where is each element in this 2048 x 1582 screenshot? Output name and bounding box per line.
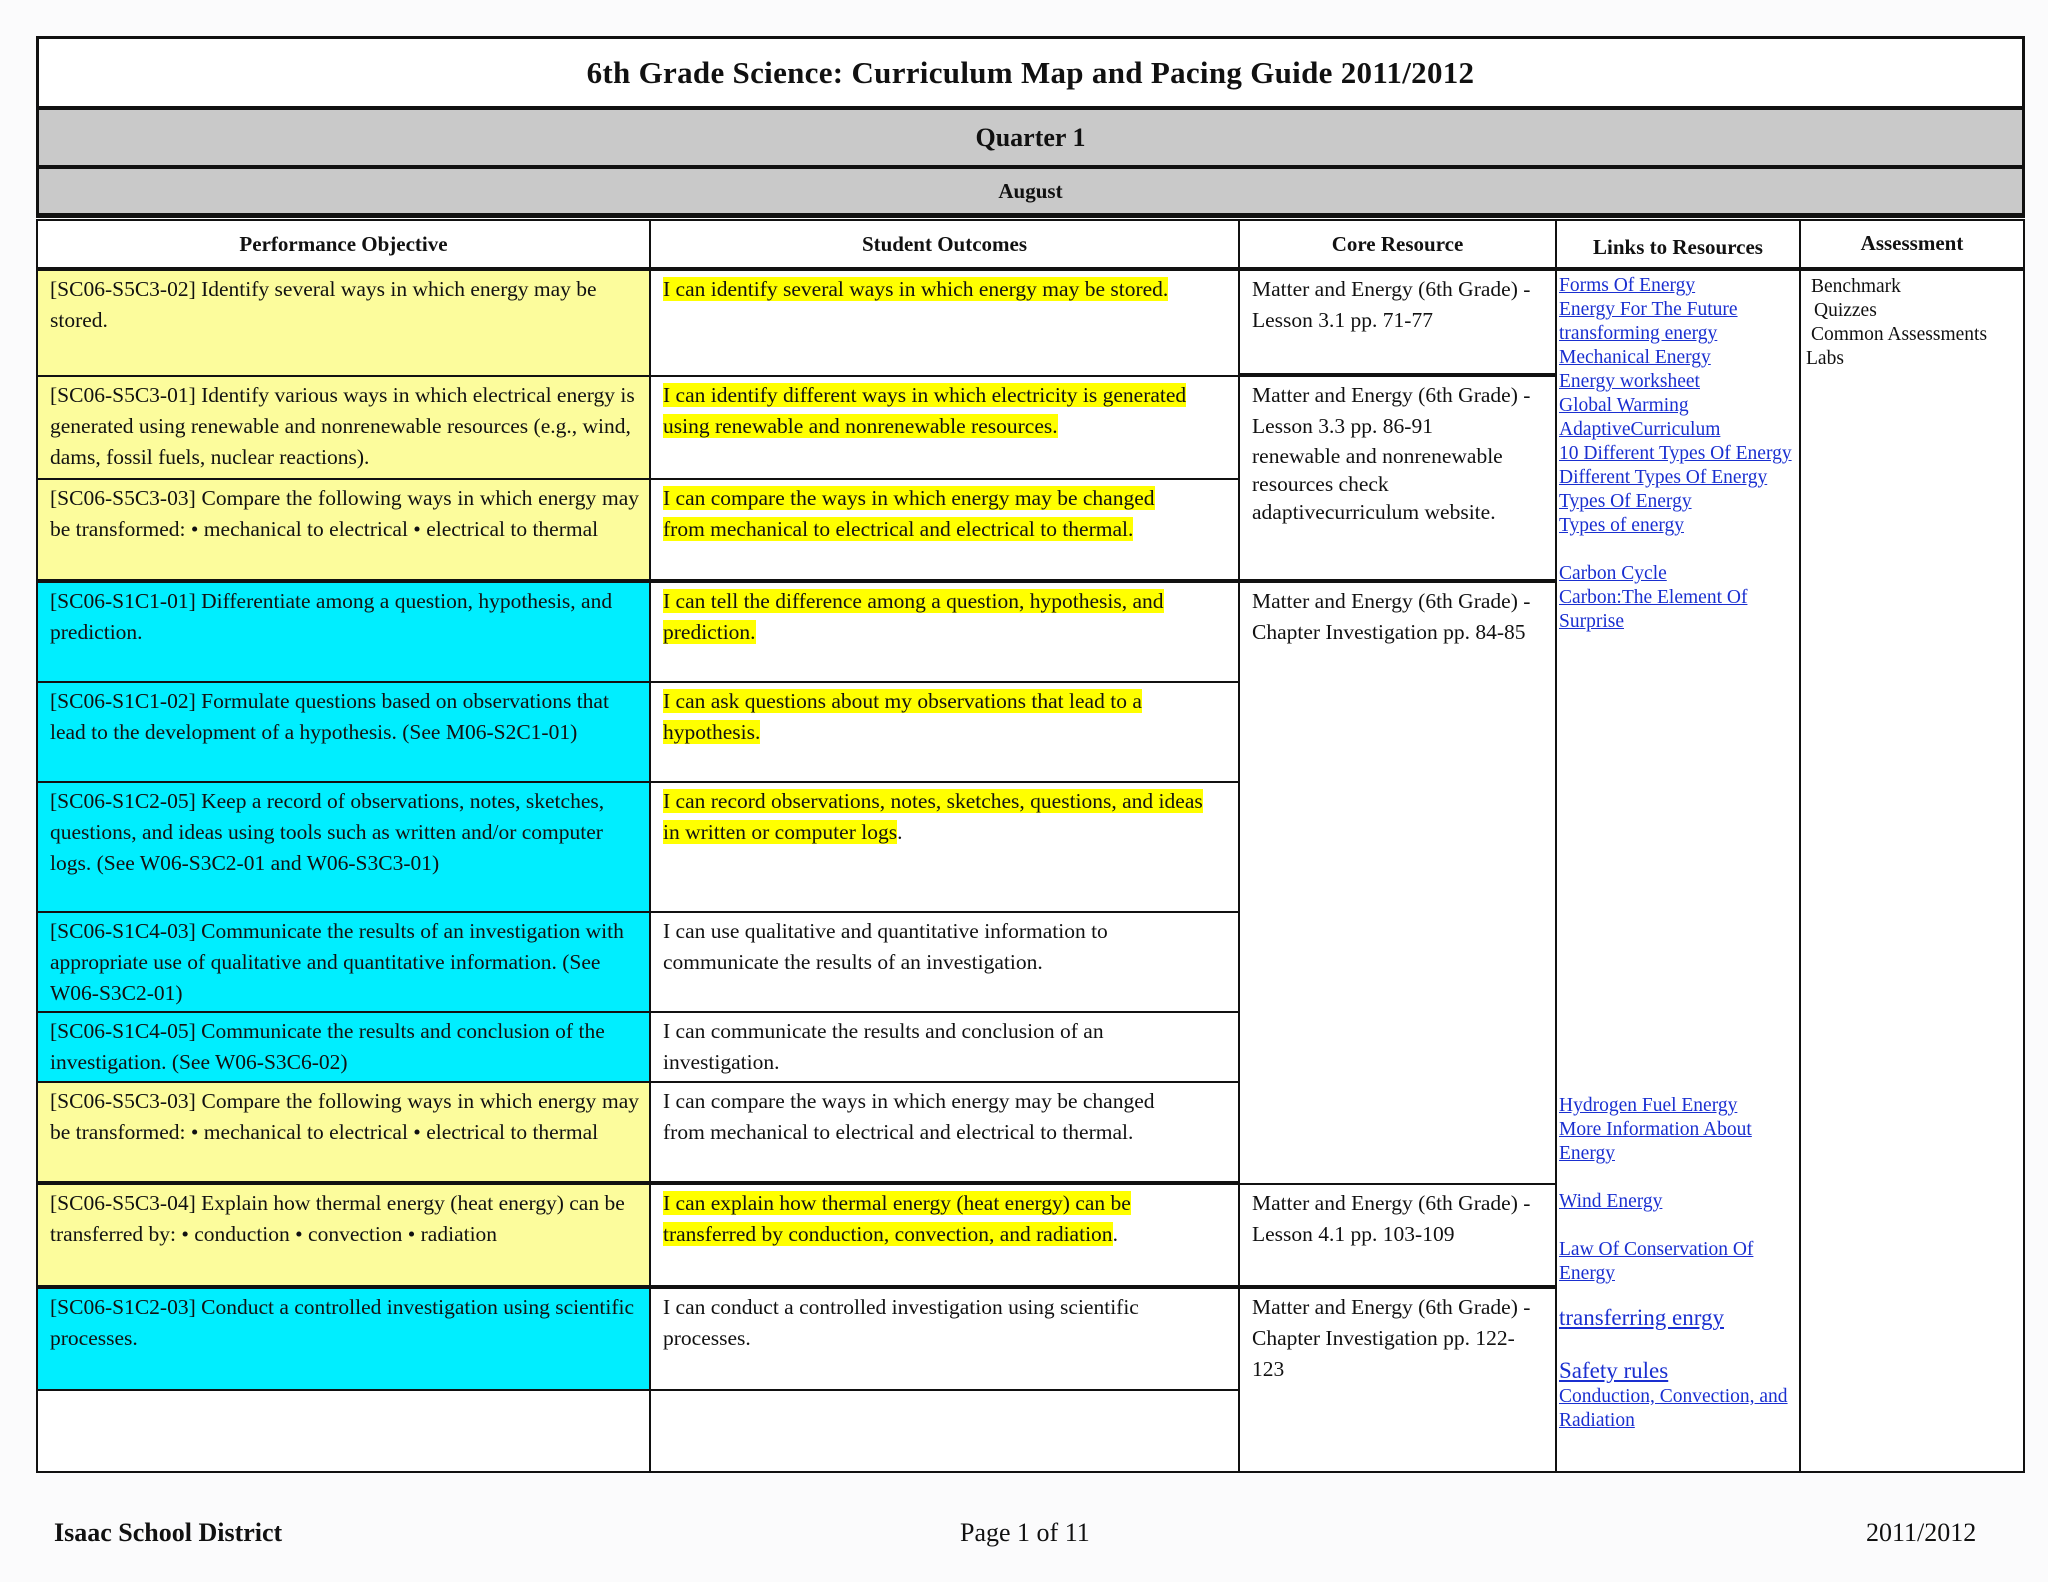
outcome-cell (649, 269, 1240, 377)
outcome-highlight: I can tell the difference among a question, hypothesis, and prediction. (663, 589, 1164, 644)
core-resource-cell (1238, 375, 1557, 583)
outcome-tail: I can compare the ways in which energy may be changed from mechanical to electrical and electrical to thermal. (663, 1089, 1155, 1144)
outcome-cell (649, 681, 1240, 783)
outcome-tail: . (1112, 1222, 1118, 1246)
page-title: 6th Grade Science: Curriculum Map and Pacing Guide 2011/2012 (36, 36, 2025, 109)
outcome-cell-empty (649, 1389, 1240, 1473)
objective-cell: [SC06-S1C1-02] Formulate questions based on observations that lead to the development of a hypothesis. (See M06-S2C1-01) (36, 681, 651, 783)
outcome-cell (649, 1183, 1240, 1289)
column-header-assessment: Assessment (1799, 219, 2025, 271)
objective-cell: [SC06-S5C3-04] Explain how thermal energy (heat energy) can be transferred by: • conduction • convection • radiation (36, 1183, 651, 1289)
quarter-heading: Quarter 1 (36, 107, 2025, 168)
objective-cell: [SC06-S1C4-05] Communicate the results and conclusion of the investigation. (See W06-S3C6-02) (36, 1011, 651, 1083)
links-column (1555, 269, 1801, 1473)
links-lower (1559, 1094, 1799, 1433)
link-energy-0[interactable]: Forms Of Energy (1559, 275, 1696, 296)
links-group-carbon (1559, 562, 1799, 634)
column-header-outcomes: Student Outcomes (649, 219, 1240, 271)
outcome-tail: I can communicate the results and conclusion of an investigation. (663, 1019, 1104, 1074)
month-heading: August (36, 166, 2025, 218)
outcome-highlight: I can record observations, notes, sketches, questions, and ideas in written or computer logs (663, 789, 1203, 844)
assessment-item: Common Assessments (1811, 324, 1988, 345)
link-energy-10[interactable]: Types of energy (1559, 515, 1684, 536)
objective-cell: [SC06-S1C2-03] Conduct a controlled investigation using scientific processes. (36, 1287, 651, 1391)
assessment-item: Quizzes (1814, 300, 1877, 321)
link-carbon-0[interactable]: Carbon Cycle (1559, 563, 1667, 584)
assessment-item: Benchmark (1811, 276, 1901, 297)
core-resource-cell: Matter and Energy (6th Grade) - Chapter Investigation pp. 84-85 (1238, 581, 1557, 1185)
objective-cell-empty (36, 1389, 651, 1473)
outcome-cell (649, 478, 1240, 583)
link-wind-energy[interactable]: Wind Energy (1559, 1191, 1663, 1212)
core-resource-cell: Matter and Energy (6th Grade) - Lesson 4.1 pp. 103-109 (1238, 1183, 1557, 1289)
outcome-tail: I can conduct a controlled investigation using scientific processes. (663, 1295, 1139, 1350)
footer-page-number: Page 1 of 11 (960, 1518, 1090, 1547)
objective-cell: [SC06-S1C1-01] Differentiate among a question, hypothesis, and prediction. (36, 581, 651, 683)
column-header-links: Links to Resources (1555, 219, 1801, 271)
link-energy-1[interactable]: Energy For The Future (1559, 299, 1738, 320)
link-safety-rules[interactable]: Safety rules (1559, 1358, 1669, 1383)
objective-cell: [SC06-S5C3-03] Compare the following ways in which energy may be transformed: • mechanical to electrical • electrical to thermal (36, 1081, 651, 1185)
link-hydrogen-0[interactable]: Hydrogen Fuel Energy (1559, 1095, 1738, 1116)
outcome-cell (649, 911, 1240, 1013)
link-energy-5[interactable]: Global Warming (1559, 395, 1689, 416)
link-carbon-1[interactable]: Carbon:The Element Of Surprise (1559, 587, 1748, 632)
outcome-tail: . (897, 820, 903, 844)
objective-cell: [SC06-S1C4-03] Communicate the results of an investigation with appropriate use of qualitative and quantitative information. (See W06-S3C2-01) (36, 911, 651, 1013)
link-conservation-of-energy[interactable]: Law Of Conservation Of Energy (1559, 1239, 1754, 1284)
core-resource-note: renewable and nonrenewable resources check adaptivecurriculum website. (1252, 444, 1503, 524)
assessment-item: Labs (1806, 348, 1844, 369)
outcome-highlight: I can ask questions about my observations that lead to a hypothesis. (663, 689, 1142, 744)
outcome-cell (649, 1011, 1240, 1083)
column-header-core: Core Resource (1238, 219, 1557, 271)
outcome-tail: I can use qualitative and quantitative information to communicate the results of an investigation. (663, 919, 1108, 974)
core-resource-cell: Matter and Energy (6th Grade) - Lesson 3.1 pp. 71-77 (1238, 269, 1557, 377)
link-transferring-energy[interactable]: transferring enrgy (1559, 1305, 1724, 1330)
outcome-highlight: I can compare the ways in which energy may be changed from mechanical to electrical and electrical to thermal. (663, 486, 1155, 541)
outcome-highlight: I can identify several ways in which energy may be stored. (663, 277, 1169, 301)
outcome-cell (649, 375, 1240, 480)
outcome-cell (649, 1081, 1240, 1185)
footer-year: 2011/2012 (1866, 1518, 1977, 1547)
objective-cell: [SC06-S1C2-05] Keep a record of observations, notes, sketches, questions, and ideas using tools such as written and/or computer logs. (See W06-S3C2-01 and W06-S3C3-01) (36, 781, 651, 913)
link-energy-6[interactable]: AdaptiveCurriculum (1559, 419, 1721, 440)
link-energy-2[interactable]: transforming energy (1559, 323, 1718, 344)
outcome-cell (649, 781, 1240, 913)
links-group-energy (1559, 274, 1799, 538)
outcome-cell (649, 581, 1240, 683)
link-energy-4[interactable]: Energy worksheet (1559, 371, 1700, 392)
objective-cell: [SC06-S5C3-03] Compare the following ways in which energy may be transformed: • mechanical to electrical • electrical to thermal (36, 478, 651, 583)
link-hydrogen-1[interactable]: More Information About Energy (1559, 1119, 1752, 1164)
link-energy-9[interactable]: Types Of Energy (1559, 491, 1692, 512)
link-energy-8[interactable]: Different Types Of Energy (1559, 467, 1768, 488)
outcome-cell (649, 1287, 1240, 1391)
link-conduction-convection-radiation[interactable]: Conduction, Convection, and Radiation (1559, 1386, 1788, 1431)
objective-cell: [SC06-S5C3-01] Identify various ways in which electrical energy is generated using renewable and nonrenewable resources (e.g., wind, dams, fossil fuels, nuclear reactions). (36, 375, 651, 480)
core-resource-cell: Matter and Energy (6th Grade) - Chapter Investigation pp. 122-123 (1238, 1287, 1557, 1473)
footer-district: Isaac School District (54, 1518, 283, 1547)
core-resource-text: Matter and Energy (6th Grade) - Lesson 3.3 pp. 86-91 (1252, 383, 1531, 438)
links-group-hydrogen (1559, 1094, 1799, 1166)
link-energy-7[interactable]: 10 Different Types Of Energy (1559, 443, 1792, 464)
outcome-highlight: I can identify different ways in which electricity is generated using renewable and nonrenewable resources. (663, 383, 1187, 438)
column-header-objective: Performance Objective (36, 219, 651, 271)
assessment-column (1799, 269, 2025, 1473)
outcome-highlight: I can explain how thermal energy (heat energy) can be transferred by conduction, convection, and radiation (663, 1191, 1131, 1246)
link-energy-3[interactable]: Mechanical Energy (1559, 347, 1711, 368)
objective-cell: [SC06-S5C3-02] Identify several ways in which energy may be stored. (36, 269, 651, 377)
